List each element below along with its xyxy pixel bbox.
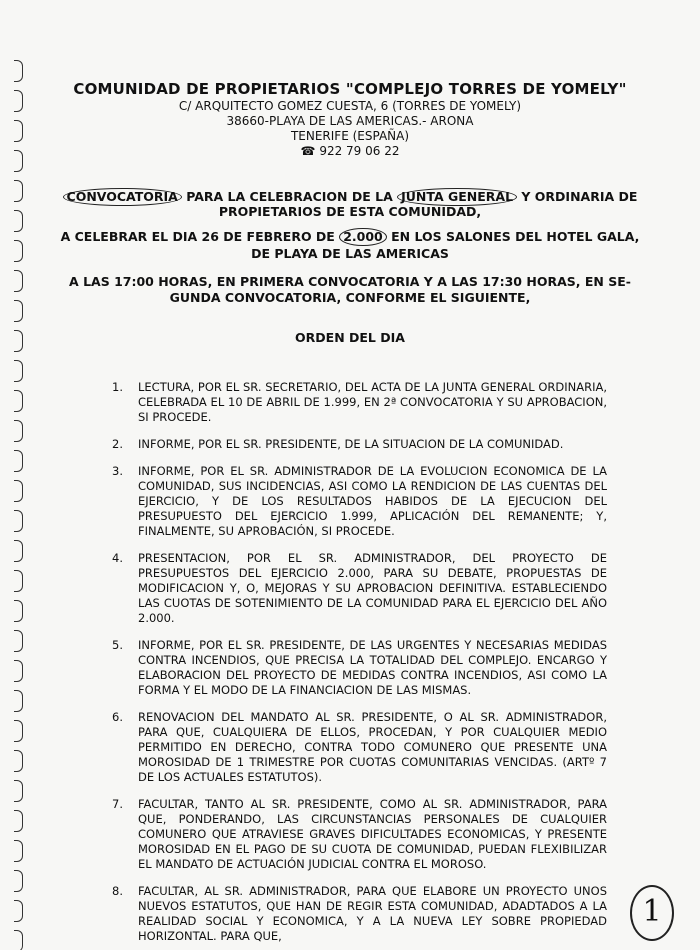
agenda-item-text: FACULTAR, AL SR. ADMINISTRADOR, PARA QUE ELABORE UN PROYECTO UNOS NUEVOS ESTATUTOS, QUE HAN DE REGIR ESTA COMUNIDAD, ADADTADOS A LA REALIDAD SOCIAL Y ECONOMICA, Y A LA NUEVA LEY SOBRE PROPIEDAD HORIZONTAL. PARA QUE, — [138, 884, 607, 943]
agenda-item — [112, 797, 607, 872]
agenda-item-number: 6. — [112, 710, 123, 724]
handwritten-page-number: 1 — [630, 885, 674, 941]
phone-number: 922 79 06 22 — [319, 144, 400, 158]
agenda-item-text: PRESENTACION, POR EL SR. ADMINISTRADOR, DEL PROYECTO DE PRESUPUESTOS DEL EJERCICIO 2.000, PARA SU DEBATE, PROPUESTAS DE MODIFICACION Y, O, MEJORAS Y SU APROBACION DEFINITIVA. ESTABLECIENDO LAS CUOTAS DE SOTENIMIENTO DE LA COMUNIDAD PARA EL EJERCICIO DEL AÑO 2.000. — [138, 551, 607, 625]
binder-hole — [14, 930, 23, 950]
binder-hole — [14, 450, 23, 472]
binder-hole — [14, 480, 23, 502]
phone-line — [0, 144, 700, 158]
agenda-item — [112, 638, 607, 698]
agenda-item — [112, 437, 607, 452]
agenda-list — [112, 380, 607, 950]
time-line-2: GUNDA CONVOCATORIA, CONFORME EL SIGUIENTE, — [169, 290, 531, 305]
agenda-item-number: 2. — [112, 437, 123, 451]
binder-hole — [14, 600, 23, 622]
address-line-1: C/ ARQUITECTO GOMEZ CUESTA, 6 (TORRES DE YOMELY) — [178, 99, 522, 113]
agenda-item-number: 7. — [112, 797, 123, 811]
binder-hole — [14, 390, 23, 412]
binder-hole — [14, 360, 23, 382]
binder-hole — [14, 720, 23, 742]
agenda-item-text: INFORME, POR EL SR. PRESIDENTE, DE LA SITUACION DE LA COMUNIDAD. — [138, 437, 564, 451]
binder-hole — [14, 660, 23, 682]
agenda-item — [112, 380, 607, 425]
agenda-item — [112, 710, 607, 785]
convocatoria-text-2: Y ORDINARIA DE — [521, 189, 638, 204]
binder-hole — [14, 630, 23, 652]
binder-hole — [14, 900, 23, 922]
agenda-item-text: RENOVACION DEL MANDATO AL SR. PRESIDENTE, O AL SR. ADMINISTRADOR, PARA QUE, CUALQUIERA DE ELLOS, PROCEDAN, Y POR CUALQUIER MEDIO PERMITIDO EN DERECHO, CONTRA TODO COMUNERO QUE PRESENTE UNA MOROSIDAD DE 1 TRIMESTRE POR CUOTAS COMUNITARIAS VENCIDAS. (ARTº 7 DE LOS ACTUALES ESTATUTOS). — [138, 710, 607, 784]
agenda-item-number: 1. — [112, 380, 123, 394]
agenda-item-number: 3. — [112, 464, 123, 478]
binder-hole — [14, 690, 23, 712]
date-text-2: EN LOS SALONES DEL HOTEL GALA, — [391, 229, 640, 244]
binder-hole — [14, 420, 23, 442]
binder-hole — [14, 810, 23, 832]
address-line-3: TENERIFE (ESPAÑA) — [290, 129, 410, 143]
agenda-item-text: FACULTAR, TANTO AL SR. PRESIDENTE, COMO AL SR. ADMINISTRADOR, PARA QUE, PONDERANDO, LAS CIRCUNSTANCIAS PERSONALES DE CUALQUIER COMUNERO QUE ATRAVIESE GRAVES DIFICULTADES ECONOMICAS, Y PRESENTE MOROSIDAD EN EL PAGO DE SU CUOTA DE COMUNIDAD, PUEDAN FLEXIBILIZAR EL MANDATO DE ACTUACIÓN JUDICIAL CONTRA EL MOROSO. — [138, 797, 607, 871]
circled-convocatoria: CONVOCATORIA — [63, 188, 182, 206]
binder-hole — [14, 750, 23, 772]
address-line-2: 38660-PLAYA DE LAS AMERICAS.- ARONA — [226, 114, 474, 128]
circled-junta-general: JUNTA GENERAL — [397, 188, 517, 206]
agenda-item — [112, 884, 607, 944]
agenda-item — [112, 551, 607, 626]
binder-hole — [14, 780, 23, 802]
agenda-item — [112, 464, 607, 539]
date-line — [0, 228, 700, 246]
convocatoria-text-1: PARA LA CELEBRACION DE LA — [186, 189, 393, 204]
agenda-item-number: 5. — [112, 638, 123, 652]
binder-hole — [14, 60, 23, 82]
binder-hole — [14, 570, 23, 592]
circled-year: 2.000 — [339, 228, 387, 246]
phone-icon: ☎ — [300, 144, 316, 158]
binder-hole — [14, 540, 23, 562]
binder-hole — [14, 510, 23, 532]
agenda-item-number: 4. — [112, 551, 123, 565]
agenda-item-text: INFORME, POR EL SR. PRESIDENTE, DE LAS URGENTES Y NECESARIAS MEDIDAS CONTRA INCENDIOS, QUE PRECISA LA TOTALIDAD DEL COMPLEJO. ENCARGO Y ELABORACION DEL PROYECTO DE MEDIDAS CONTRA INCENDIOS, ASI COMO LA FORMA Y EL MODO DE LA FINANCIACION DE LAS MISMAS. — [138, 638, 607, 697]
venue-line: DE PLAYA DE LAS AMERICAS — [251, 246, 449, 261]
time-line-1: A LAS 17:00 HORAS, EN PRIMERA CONVOCATORIA Y A LAS 17:30 HORAS, EN SE- — [69, 274, 631, 289]
orden-del-dia-title: ORDEN DEL DIA — [295, 330, 405, 345]
binder-hole — [14, 870, 23, 892]
binder-hole — [14, 840, 23, 862]
date-text-1: A CELEBRAR EL DIA 26 DE FEBRERO DE — [60, 229, 335, 244]
agenda-item-text: LECTURA, POR EL SR. SECRETARIO, DEL ACTA DE LA JUNTA GENERAL ORDINARIA, CELEBRADA EL 10 DE ABRIL DE 1.999, EN 2ª CONVOCATORIA Y SU APROBACION, SI PROCEDE. — [138, 380, 607, 424]
agenda-item-number: 8. — [112, 884, 123, 898]
agenda-item-text: INFORME, POR EL SR. ADMINISTRADOR DE LA EVOLUCION ECONOMICA DE LA COMUNIDAD, SUS INCIDENCIAS, ASI COMO LA RENDICION DE LAS CUENTAS DEL EJERCICIO, Y DE LOS RESULTADOS HABIDOS DE LA EJECUCION DEL PRESUPUESTO DEL EJERCICIO 1.999, APLICACIÓN DEL REMANENTE; Y, FINALMENTE, SU APROBACIÓN, SI PROCEDE. — [138, 464, 607, 538]
convocatoria-line-2: PROPIETARIOS DE ESTA COMUNIDAD, — [218, 204, 482, 219]
community-title: COMUNIDAD DE PROPIETARIOS "COMPLEJO TORRES DE YOMELY" — [73, 80, 627, 98]
